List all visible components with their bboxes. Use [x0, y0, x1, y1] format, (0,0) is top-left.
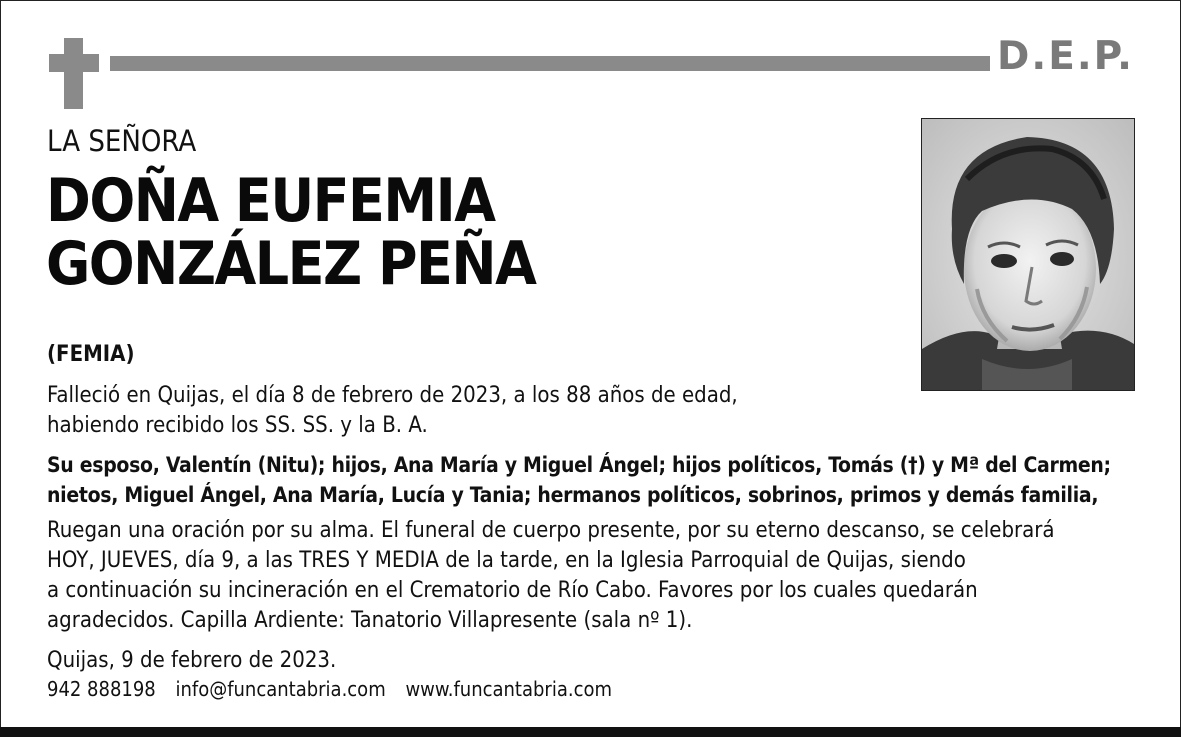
funeral-line-4: agradecidos. Capilla Ardiente: Tanatorio Villapresente (sala nº 1).: [47, 608, 693, 633]
funeral-line-1: Ruegan una oración por su alma. El funeral de cuerpo presente, por su eterno descanso, se celebrará: [47, 518, 1055, 543]
intro-title: LA SEÑORA: [47, 124, 197, 158]
bottom-border-bar: [0, 727, 1181, 737]
cross-icon-vertical: [64, 38, 83, 109]
name-line-1: DOÑA EUFEMIA: [46, 166, 495, 236]
contact-email[interactable]: info@funcantabria.com: [175, 677, 386, 701]
contact-website[interactable]: www.funcantabria.com: [405, 677, 612, 701]
funeral-details: [47, 516, 1055, 636]
name-line-2: GONZÁLEZ PEÑA: [46, 229, 536, 299]
funeral-line-3: a continuación su incineración en el Crematorio de Río Cabo. Favores por los cuales quedarán: [47, 578, 978, 603]
contact-line: [47, 675, 626, 703]
dep-label: D.E.P.: [997, 34, 1134, 79]
family-list: [47, 450, 1111, 510]
funeral-line-2: HOY, JUEVES, día 9, a las TRES Y MEDIA de la tarde, en la Iglesia Parroquial de Quijas, siendo: [47, 548, 966, 573]
family-line-1: Su esposo, Valentín (Nitu); hijos, Ana María y Miguel Ángel; hijos políticos, Tomás (†) y Mª del Carmen;: [47, 453, 1111, 477]
family-line-2: nietos, Miguel Ángel, Ana María, Lucía y Tania; hermanos políticos, sobrinos, primos y demás familia,: [47, 483, 1099, 507]
contact-phone[interactable]: 942 888198: [47, 677, 156, 701]
deceased-name: [46, 166, 536, 299]
place-date-text: Quijas, 9 de febrero de 2023.: [47, 648, 337, 673]
header-rule: [110, 56, 990, 71]
nickname: (FEMIA): [47, 342, 135, 367]
death-notice-line-1: Falleció en Quijas, el día 8 de febrero de 2023, a los 88 años de edad,: [47, 383, 738, 408]
portrait-image: [922, 119, 1134, 390]
place-date: [47, 646, 336, 676]
portrait-photo: [921, 118, 1135, 391]
death-notice-line-2: habiendo recibido los SS. SS. y la B. A.: [47, 413, 428, 438]
cross-icon-horizontal: [49, 54, 99, 72]
death-notice: [47, 381, 738, 441]
